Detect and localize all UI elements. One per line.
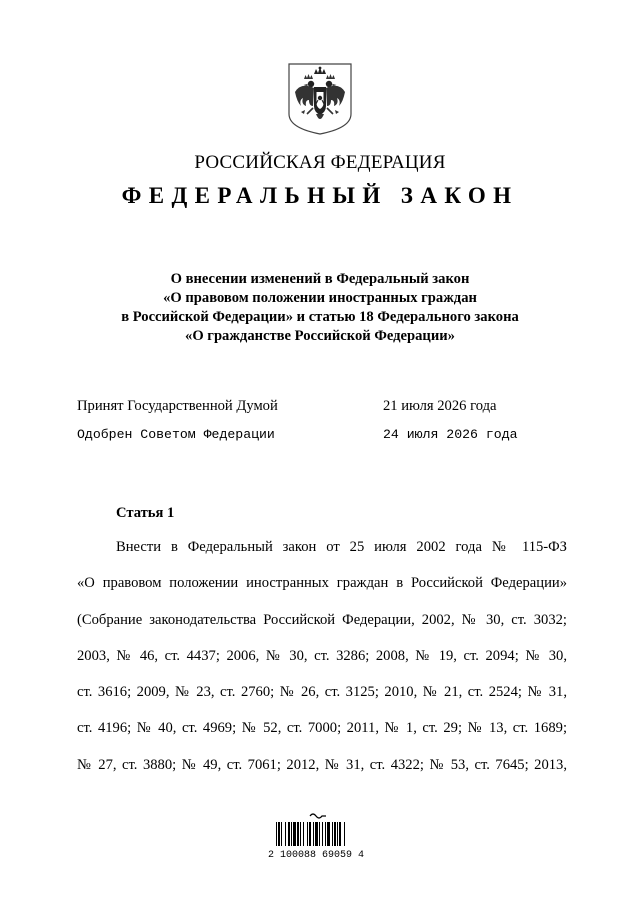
title-line: в Российской Федерации» и статью 18 Федерального закона <box>121 309 519 325</box>
council-approval-date: 24 июля 2026 года <box>383 427 518 442</box>
title-line: «О правовом положении иностранных граждан <box>163 290 477 306</box>
body-line: «О правовом положении иностранных граждан в Российской Федерации» <box>77 575 567 592</box>
council-approval-label: Одобрен Советом Федерации <box>77 427 275 442</box>
article-body <box>77 537 567 791</box>
barcode-number: 2 100088 69059 4 <box>268 850 365 861</box>
body-line: ст. 4196; № 40, ст. 4969; № 52, ст. 7000; 2011, № 1, ст. 29; № 13, ст. 1689; <box>77 720 567 737</box>
barcode-image <box>270 812 374 874</box>
body-line: 2003, № 46, ст. 4437; 2006, № 30, ст. 3286; 2008, № 19, ст. 2094; № 30, <box>77 647 567 664</box>
body-line: ст. 3616; 2009, № 23, ст. 2760; № 26, ст. 3125; 2010, № 21, ст. 2524; № 31, <box>77 684 567 701</box>
body-line: (Собрание законодательства Российской Федерации, 2002, № 30, ст. 3032; <box>77 611 567 628</box>
article-heading: Статья 1 <box>116 505 175 521</box>
body-line: Внести в Федеральный закон от 25 июля 2002 года № 115-ФЗ <box>116 539 567 555</box>
country-name: РОССИЙСКАЯ ФЕДЕРАЦИЯ <box>194 152 446 173</box>
document-type: ФЕДЕРАЛЬНЫЙ ЗАКОН <box>121 183 519 208</box>
title-line: «О гражданстве Российской Федерации» <box>185 328 455 344</box>
law-title <box>60 270 580 346</box>
coat-of-arms-emblem <box>287 62 353 136</box>
body-line: № 27, ст. 3880; № 49, ст. 7061; 2012, № 31, ст. 4322; № 53, ст. 7645; 2013, <box>77 756 567 773</box>
title-line: О внесении изменений в Федеральный закон <box>170 271 470 287</box>
duma-adoption-label: Принят Государственной Думой <box>77 398 278 414</box>
duma-adoption-date: 21 июля 2026 года <box>383 398 497 414</box>
